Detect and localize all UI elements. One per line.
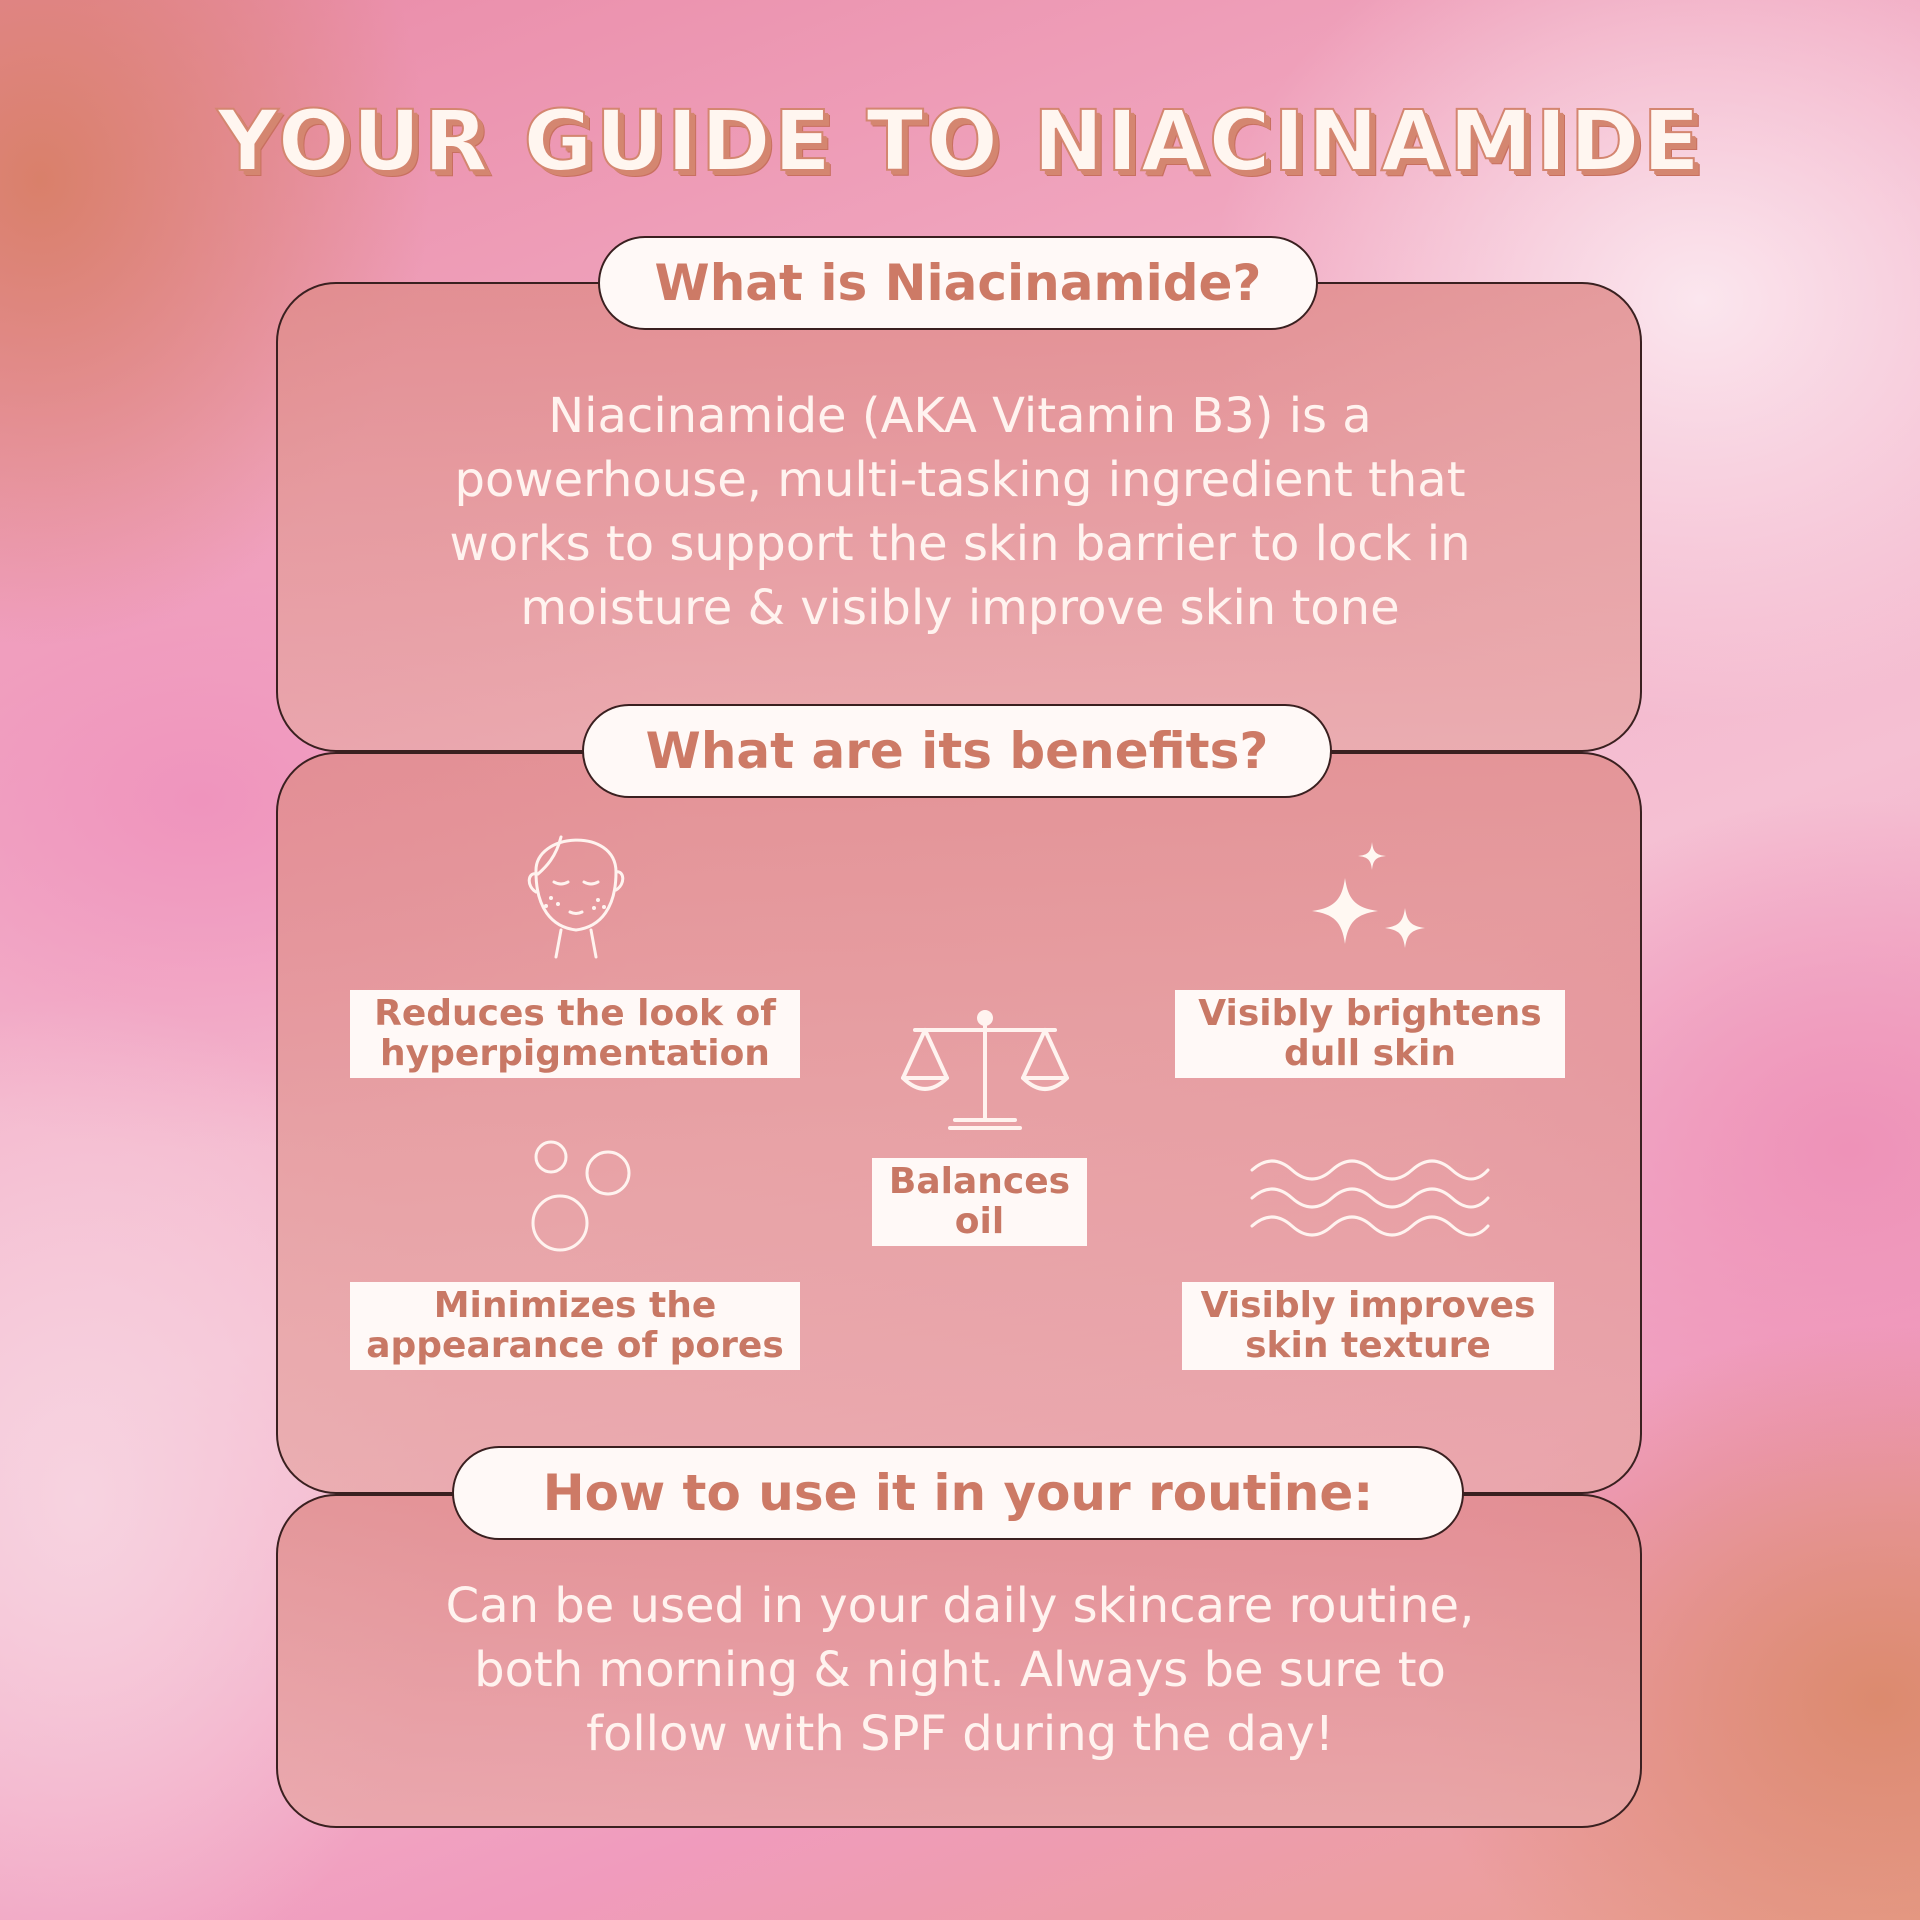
benefit-texture: Visibly improves skin texture [1182,1282,1554,1370]
how-heading: How to use it in your routine: [452,1446,1464,1540]
benefit-oil: Balances oil [872,1158,1087,1246]
waves-icon [1250,1156,1490,1240]
bubbles-icon [526,1136,636,1256]
what-heading: What is Niacinamide? [598,236,1318,330]
benefit-pores: Minimizes the appearance of pores [350,1282,800,1370]
benefit-hyperpigmentation: Reduces the look of hyperpigmentation [350,990,800,1078]
sparkles-icon [1300,838,1430,968]
scale-icon [895,1008,1075,1134]
how-description: Can be used in your daily skincare routine, both morning & night. Always be sure to follow with SPF during the day! [445,1578,1475,1762]
benefits-heading: What are its benefits? [582,704,1332,798]
what-description: Niacinamide (AKA Vitamin B3) is a powerhouse, multi-tasking ingredient that works to support the skin barrier to lock in moisture & visibly improve skin tone [449,388,1471,636]
page-title: YOUR GUIDE TO NIACINAMIDE [217,92,1703,190]
benefit-brightens: Visibly brightens dull skin [1175,990,1565,1078]
face-icon [516,812,636,962]
